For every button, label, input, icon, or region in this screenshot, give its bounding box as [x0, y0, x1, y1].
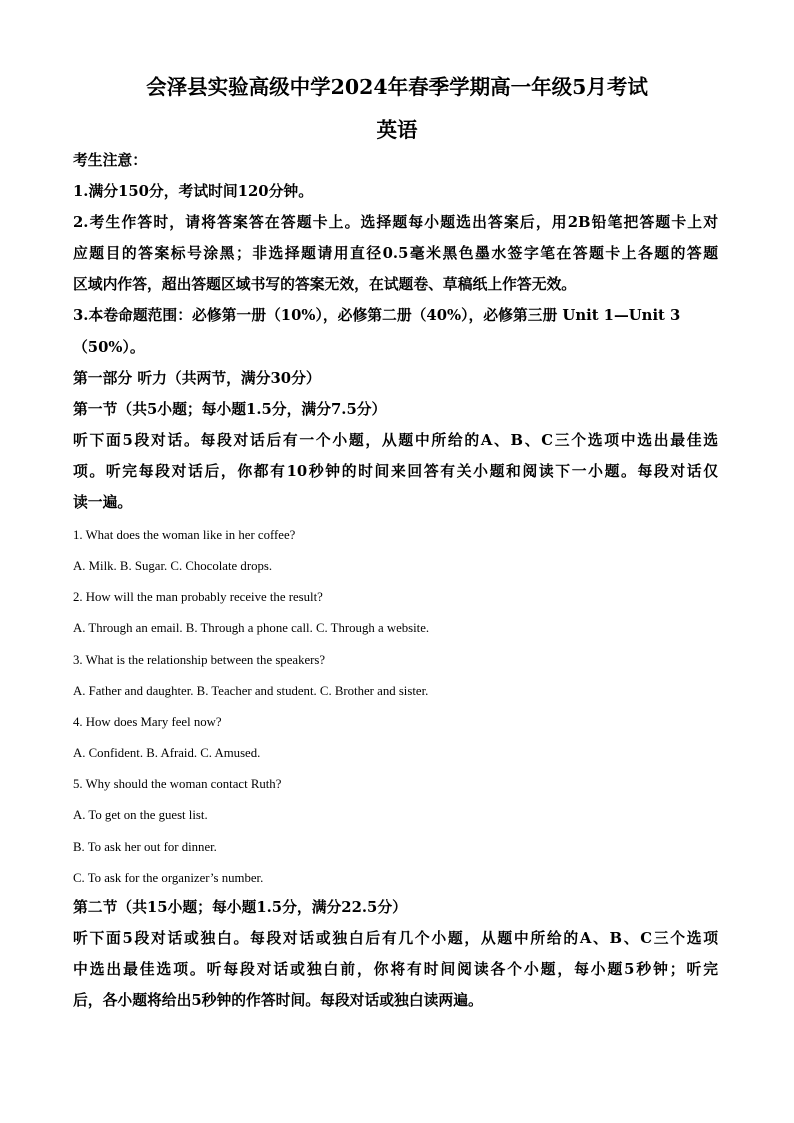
note-2-line-2: 应题目的答案标号涂黑；非选择题请用直径0.5毫米黑色墨水签字笔在答题卡上各题的答题: [73, 245, 718, 262]
section1-instruction-line-3: 读一遍。: [73, 494, 133, 511]
exam-title: 会泽县实验高级中学2024年春季学期高一年级5月考试: [146, 75, 648, 99]
question-3-options: A. Father and daughter. B. Teacher and student. C. Brother and sister.: [73, 684, 429, 698]
section1-instruction-line-1: 听下面5段对话。每段对话后有一个小题，从题中所给的A、B、C三个选项中选出最佳选: [73, 432, 718, 449]
notes-heading: 考生注意：: [73, 152, 147, 169]
note-3-line-1: 3.本卷命题范围：必修第一册（10%），必修第二册（40%），必修第三册 Unit 1—Unit 3: [73, 307, 681, 324]
section2-heading: 第二节（共15小题；每小题1.5分，满分22.5分）: [73, 899, 407, 916]
section1-heading: 第一节（共5小题；每小题1.5分，满分7.5分）: [73, 401, 387, 418]
section2-instruction-line-1: 听下面5段对话或独白。每段对话或独白后有几个小题，从题中所给的A、B、C三个选项: [73, 930, 718, 947]
question-5: 5. Why should the woman contact Ruth?: [73, 777, 282, 791]
question-1: 1. What does the woman like in her coffee?: [73, 528, 296, 542]
part1-heading: 第一部分 听力（共两节，满分30分）: [73, 370, 321, 387]
question-2: 2. How will the man probably receive the result?: [73, 590, 323, 604]
note-2-line-3: 区域内作答，超出答题区域书写的答案无效，在试题卷、草稿纸上作答无效。: [73, 276, 577, 293]
question-5-option-c: C. To ask for the organizer’s number.: [73, 871, 264, 885]
question-1-options: A. Milk. B. Sugar. C. Chocolate drops.: [73, 559, 273, 573]
subject-title: 英语: [376, 118, 418, 142]
question-4: 4. How does Mary feel now?: [73, 715, 222, 729]
section1-instruction-line-2: 项。听完每段对话后，你都有10秒钟的时间来回答有关小题和阅读下一小题。每段对话仅: [73, 463, 718, 480]
question-5-option-a: A. To get on the guest list.: [73, 808, 208, 822]
note-1: 1.满分150分，考试时间120分钟。: [73, 183, 313, 200]
question-5-option-b: B. To ask her out for dinner.: [73, 840, 217, 854]
question-4-options: A. Confident. B. Afraid. C. Amused.: [73, 746, 261, 760]
question-3: 3. What is the relationship between the speakers?: [73, 653, 326, 667]
section2-instruction-line-2: 中选出最佳选项。听每段对话或独白前，你将有时间阅读各个小题，每小题5秒钟；听完: [73, 961, 718, 978]
question-2-options: A. Through an email. B. Through a phone call. C. Through a website.: [73, 621, 430, 635]
note-3-line-2: （50%）。: [73, 339, 145, 356]
note-2-line-1: 2.考生作答时，请将答案答在答题卡上。选择题每小题选出答案后，用2B铅笔把答题卡上对: [73, 214, 718, 231]
section2-instruction-line-3: 后，各小题将给出5秒钟的作答时间。每段对话或独白读两遍。: [73, 992, 483, 1009]
